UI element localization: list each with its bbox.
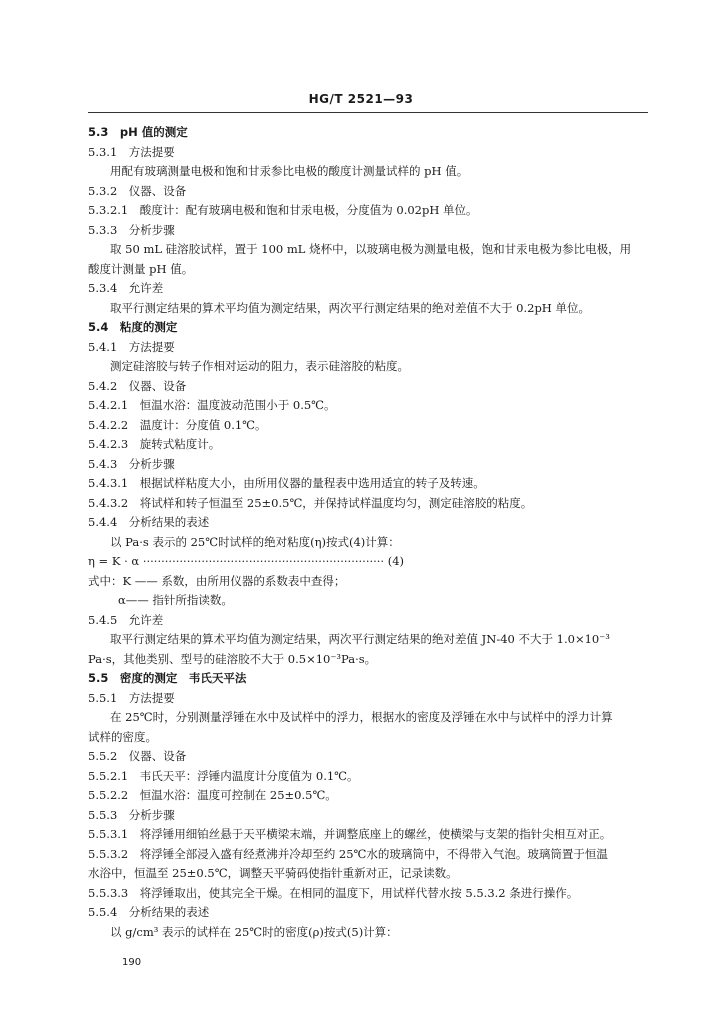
formula-expression: η = K · α (88, 554, 140, 568)
text-line: 5.4.2.2 温度计：分度值 0.1℃。 (88, 417, 267, 432)
text-line: 酸度计测量 pH 值。 (88, 261, 194, 276)
text-line: 取平行测定结果的算术平均值为测定结果，两次平行测定结果的绝对差值不大于 0.2pH 单位。 (110, 300, 590, 315)
formula-line (88, 552, 653, 572)
text-line: 5.5.2.1 韦氏天平：浮锤内温度计分度值为 0.1℃。 (88, 768, 359, 783)
text-line: 测定硅溶胶与转子作相对运动的阻力，表示硅溶胶的粘度。 (110, 359, 409, 373)
text-line: 取平行测定结果的算术平均值为测定结果，两次平行测定结果的绝对差值 JN-40 不大于 1.0×10⁻³ (110, 632, 610, 646)
text-line: 在 25℃时，分别测量浮锤在水中及试样中的浮力，根据水的密度及浮锤在水中与试样中的浮力计算 (110, 710, 613, 724)
page-number: 190 (122, 957, 142, 968)
text-block-2 (88, 572, 653, 943)
text-line: 5.5 密度的测定 韦氏天平法 (88, 671, 247, 685)
text-line: 5.4.4 分析结果的表述 (88, 515, 210, 529)
text-line: 5.5.3 分析步骤 (88, 807, 175, 822)
text-line: 式中：K —— 系数，由所用仪器的系数表中查得； (88, 573, 346, 588)
text-line: 试样的密度。 (88, 729, 157, 744)
text-line: 5.5.2.2 恒温水浴：温度可控制在 25±0.5℃。 (88, 788, 337, 802)
text-line: 5.4.5 允许差 (88, 612, 164, 627)
text-line: 5.4.2 仪器、设备 (88, 378, 187, 393)
text-block-1 (88, 123, 653, 552)
text-line: α—— 指针所指读数。 (118, 593, 233, 607)
formula-leader-dots: ·································································· (142, 554, 385, 568)
text-line: 5.5.3.2 将浮锤全部浸入盛有经煮沸并冷却至约 25℃水的玻璃筒中，不得带入气泡。玻璃筒置于恒温 (88, 846, 608, 861)
text-line: 5.3.2.1 酸度计：配有玻璃电极和饱和甘汞电极，分度值为 0.02pH 单位。 (88, 203, 478, 217)
text-line: 5.5.1 方法提要 (88, 690, 175, 705)
text-line: 5.3.1 方法提要 (88, 144, 175, 159)
text-line: 5.3.3 分析步骤 (88, 222, 175, 237)
text-line: 5.3.2 仪器、设备 (88, 183, 187, 198)
text-line: 5.5.3.1 将浮锤用细铂丝悬于天平横梁末端，并调整底座上的螺丝，使横梁与支架的指针尖相互对正。 (88, 827, 612, 841)
text-line: 5.5.2 仪器、设备 (88, 749, 187, 763)
text-line: 5.4.2.3 旋转式粘度计。 (88, 437, 221, 451)
text-line: 5.3.4 允许差 (88, 281, 164, 295)
page-header: HG/T 2521—93 (308, 92, 414, 106)
text-line: 取 50 mL 硅溶胶试样，置于 100 mL 烧杯中，以玻璃电极为测量电极，饱和甘汞电极为参比电极，用 (110, 242, 632, 256)
header-rule (88, 112, 648, 113)
text-line: 5.4 粘度的测定 (88, 320, 178, 334)
formula-number: (4) (387, 554, 405, 568)
text-line: 水浴中，恒温至 25±0.5℃，调整天平骑码使指针重新对正，记录读数。 (88, 866, 458, 880)
text-line: 以 Pa·s 表示的 25℃时试样的绝对粘度(η)按式(4)计算： (110, 534, 400, 549)
text-line: 5.4.2.1 恒温水浴：温度波动范围小于 0.5℃。 (88, 398, 336, 412)
text-line: 以 g/cm³ 表示的试样在 25℃时的密度(ρ)按式(5)计算： (110, 924, 398, 939)
text-line: 5.5.3.3 将浮锤取出，使其完全干燥。在相同的温度下，用试样代替水按 5.5.3.2 条进行操作。 (88, 885, 579, 900)
text-line: 5.4.3.2 将试样和转子恒温至 25±0.5℃，并保持试样温度均匀，测定硅溶胶的粘度。 (88, 495, 533, 510)
text-line: 5.5.4 分析结果的表述 (88, 905, 210, 919)
text-line: 用配有玻璃测量电极和饱和甘汞参比电极的酸度计测量试样的 pH 值。 (110, 164, 469, 178)
text-line: 5.4.3 分析步骤 (88, 456, 175, 471)
text-line: 5.4.3.1 根据试样粘度大小，由所用仪器的量程表中选用适宜的转子及转速。 (88, 476, 485, 490)
text-line: 5.4.1 方法提要 (88, 339, 175, 354)
document-body (88, 123, 653, 942)
text-line: 5.3 pH 值的测定 (88, 125, 188, 139)
text-line: Pa·s，其他类别、型号的硅溶胶不大于 0.5×10⁻³Pa·s。 (88, 651, 377, 666)
